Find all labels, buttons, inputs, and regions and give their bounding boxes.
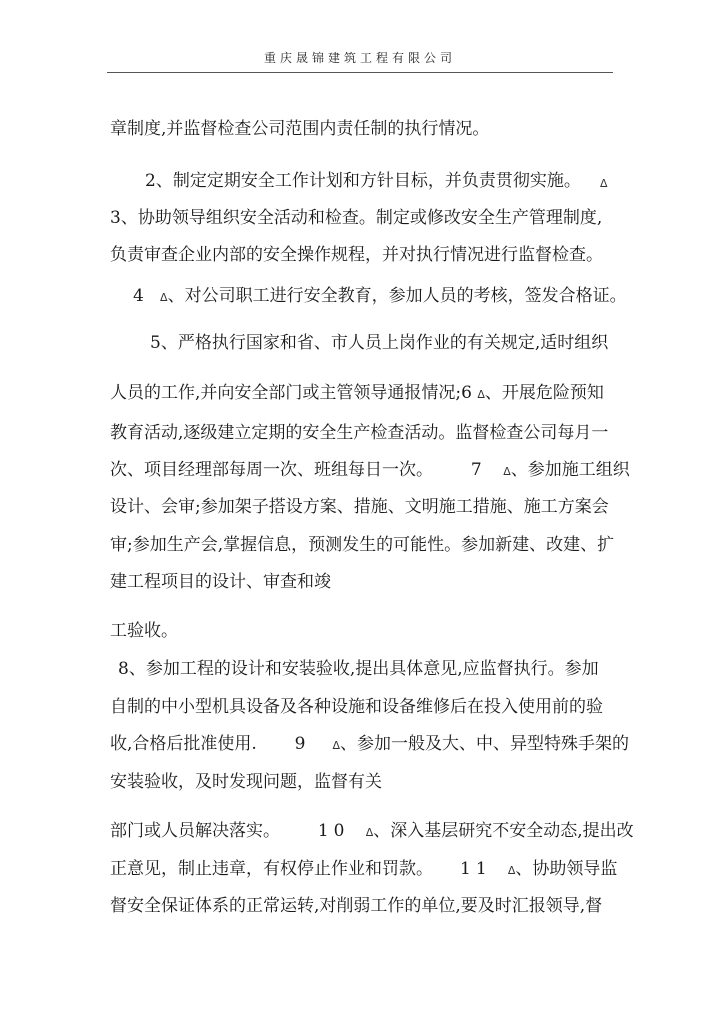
text-line: 设计、会审;参加架子搭设方案、措施、文明施工措施、施工方案会 [110,497,609,517]
marker-icon: ᐃ [160,291,168,304]
text-line: 收,合格后批准使用. 9 ᐃ、参加一般及大、中、异型特殊手架的 [110,734,630,754]
marker-icon: ᐃ [503,465,511,478]
marker-icon: ᐃ [332,739,341,752]
marker-icon: ᐃ [600,177,608,190]
text-line: 次、项目经理部每周一次、班组每日一次。 7 ᐃ、参加施工组织 [110,460,630,480]
text-line: 章制度,并监督检查公司范围内责任制的执行情况。 [110,119,490,139]
marker-icon: ᐃ [507,864,516,877]
text-line: 督安全保证体系的正常运转,对削弱工作的单位,要及时汇报领导,督 [110,896,603,916]
text-line: 5、严格执行国家和省、市人员上岗作业的有关规定,适时组织 [150,333,609,353]
marker-icon: ᐃ [477,388,485,401]
page-header: 重庆晟锦建筑工程有限公司 [263,51,456,65]
text-line: 部门或人员解决落实。 10 ᐃ、深入基层研究不安全动态,提出改 [110,821,634,841]
text-line: 工验收。 [110,621,178,641]
text-line: 3、协助领导组织安全活动和检查。制定或修改安全生产管理制度, [110,208,603,228]
text-line: 负责审查企业内部的安全操作规程，并对执行情况进行监督检查。 [110,245,603,265]
text-line: 2、制定定期安全工作计划和方针目标，并负责贯彻实施。 [145,171,581,191]
text-line: 安装验收，及时发现问题，监督有关 [110,772,382,792]
text-line: 人员的工作,并向安全部门或主管领导通报情况;6 ᐃ、开展危险预知 [110,383,604,403]
text-line: 建工程项目的设计、审查和竣 [110,572,331,592]
text-line: 审;参加生产会,掌握信息，预测发生的可能性。参加新建、改建、扩 [110,535,615,555]
text-line: 自制的中小型机具设备及各种设施和设备维修后在投入使用前的验 [110,697,603,717]
header-divider [107,72,613,73]
text-line: 教育活动,逐级建立定期的安全生产检查活动。监督检查公司每月一 [110,423,609,443]
text-line: 8、参加工程的设计和安装验收,提出具体意见,应监督执行。参加 [118,659,599,679]
marker-icon: ᐃ [365,826,374,839]
text-line: 4 ᐃ、对公司职工进行安全教育，参加人员的考核，签发合格证。 [133,286,627,306]
text-line: 正意见，制止违章，有权停止作业和罚款。 11 ᐃ、协助领导监 [110,859,618,879]
